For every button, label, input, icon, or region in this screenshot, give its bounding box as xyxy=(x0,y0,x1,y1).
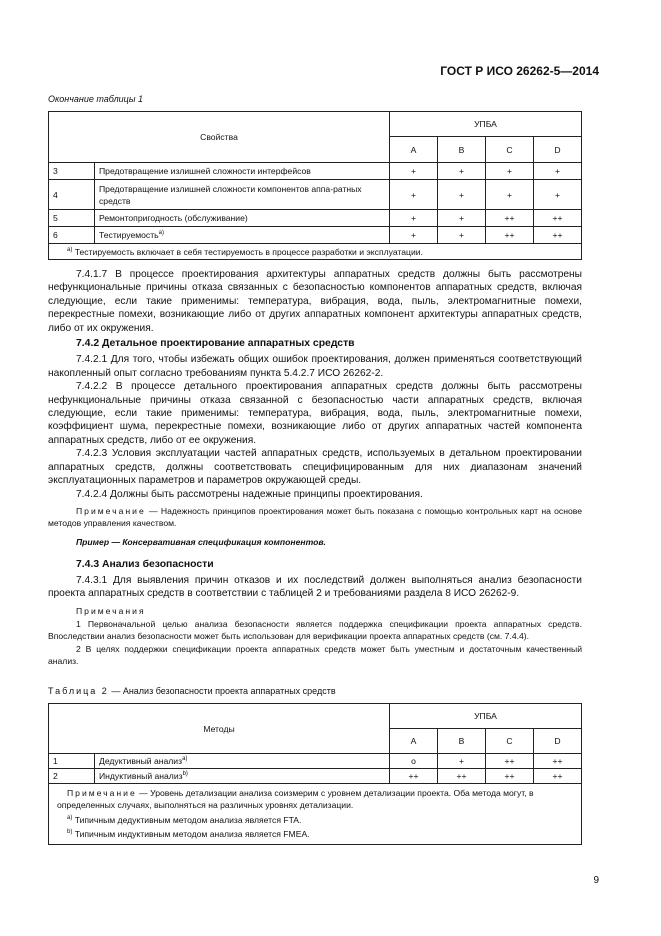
cell-value: + xyxy=(534,163,582,180)
para-7-4-2-2: 7.4.2.2 В процессе детального проектирования аппаратных средств должны быть рассмотрены нефункциональные причины отказа связанной с безопасностью части аппаратных средств, включая следующие, если такие применимы: температура, вибрация, вода, пыль, электромагнитные помехи, коэффициент шума, перекрестные помехи, возникающие либо от других аппаратных частей компонента аппаратных средств, либо от ее окружения. xyxy=(48,381,582,446)
cell-value: + xyxy=(390,210,438,227)
notes-label: Примечания xyxy=(76,606,146,617)
para-7-4-1-7: 7.4.1.7 В процессе проектирования архитектуры аппаратных средств должны быть рассмотрены нефункциональные причины отказа связанных с безопасностью компонентов аппаратных средств, включая следующие, если такие применимы: температура, вибрация, вода, пыль, электромагнитные помехи, перекрестные помехи, возникающие либо от других аппаратных компонент архитектуры аппаратных средств, либо от их окружения. xyxy=(48,269,582,334)
cell-value: ++ xyxy=(486,769,534,784)
table1-header-upba: УПБА xyxy=(390,112,582,137)
table2-caption: Таблица 2 — Анализ безопасности проекта аппаратных средств xyxy=(48,686,336,696)
row-number: 2 xyxy=(49,769,95,784)
cell-value: ++ xyxy=(534,227,582,244)
row-text: Индуктивный анализ$^{b)}$ xyxy=(95,769,390,784)
note-b: 2 В целях поддержки спецификации проекта аппаратных средств может быть уместным и достаточным качественный анализ. xyxy=(48,643,582,666)
heading-7-4-2: 7.4.2 Детальное проектирование аппаратных средств xyxy=(76,338,355,350)
cell-value: + xyxy=(438,227,486,244)
table1 xyxy=(48,111,582,260)
cell-value: + xyxy=(390,227,438,244)
note-1: Примечание — Надежность принципов проектирования может быть показана с помощью контрольных карт на основе методов управления качеством. xyxy=(48,505,582,529)
table1-caption: Окончание таблицы 1 xyxy=(48,94,143,104)
table1-level: D xyxy=(534,137,582,163)
cell-value: ++ xyxy=(438,769,486,784)
table2-notes: Примечание — Уровень детализации анализа соизмерим с уровнем детализации проекта. Оба метода могут, в определенных случаях, выполняться на различных уровнях детализации. $^{a)}$ Типичным дедуктивным методом анализа является FTA. $^{b)}$ Типичным индуктивным методом анализа является FMEA. xyxy=(49,784,582,845)
table1-header-properties: Свойства xyxy=(49,112,390,163)
cell-value: ++ xyxy=(486,210,534,227)
cell-value: + xyxy=(438,754,486,769)
row-text: Предотвращение излишней сложности интерфейсов xyxy=(95,163,390,180)
cell-value: ++ xyxy=(534,754,582,769)
cell-value: ++ xyxy=(486,227,534,244)
cell-value: ++ xyxy=(390,769,438,784)
example: Пример — Консервативная спецификация компонентов. xyxy=(76,536,326,547)
cell-value: + xyxy=(486,163,534,180)
page-number: 9 xyxy=(593,875,599,886)
main-text xyxy=(48,268,582,667)
cell-value: o xyxy=(390,754,438,769)
cell-value: ++ xyxy=(534,769,582,784)
table2-header-methods: Методы xyxy=(49,704,390,754)
table2-level: D xyxy=(534,729,582,754)
table2-level: C xyxy=(486,729,534,754)
row-number: 1 xyxy=(49,754,95,769)
cell-value: ++ xyxy=(486,754,534,769)
para-7-4-2-1: 7.4.2.1 Для того, чтобы избежать общих ошибок проектирования, должен применяться соответствующий накопленный опыт согласно требованиям пункта 5.4.2.7 ИСО 26262-2. xyxy=(48,354,582,379)
cell-value: ++ xyxy=(534,210,582,227)
table1-level: C xyxy=(486,137,534,163)
heading-7-4-3: 7.4.3 Анализ безопасности xyxy=(76,559,214,571)
table1-level: B xyxy=(438,137,486,163)
table2 xyxy=(48,703,582,845)
row-number: 6 xyxy=(49,227,95,244)
table-row xyxy=(49,180,582,210)
document-code: ГОСТ Р ИСО 26262-5—2014 xyxy=(440,64,599,78)
table2-level: A xyxy=(390,729,438,754)
table-row xyxy=(49,754,582,769)
row-text: Предотвращение излишней сложности компонентов аппа-ратных средств xyxy=(95,180,390,210)
row-text: Дедуктивный анализ$^{a)}$ xyxy=(95,754,390,769)
cell-value: + xyxy=(486,180,534,210)
table1-footnote: $^{a)}$ Тестируемость включает в себя тестируемость в процессе разработки и эксплуатации. xyxy=(49,244,582,260)
row-text: Тестируемость$^{a)}$ xyxy=(95,227,390,244)
note-a: 1 Первоначальной целью анализа безопасности является поддержка спецификации проекта аппаратных средств. Впоследствии анализ безопасности может быть использован для верификации проекта аппаратных средств (см. 7.4.4). xyxy=(48,618,582,642)
table-row xyxy=(49,210,582,227)
para-7-4-2-4: 7.4.2.4 Должны быть рассмотрены надежные принципы проектирования. xyxy=(76,488,423,500)
cell-value: + xyxy=(438,210,486,227)
cell-value: + xyxy=(534,180,582,210)
para-7-4-2-3: 7.4.2.3 Условия эксплуатации частей аппаратных средств, используемых в детальном проектировании аппаратных средств, должны соответствовать специфицированным для них диапазонам значений эксплуатационных параметров и параметров окружающей среды. xyxy=(48,448,582,487)
cell-value: + xyxy=(390,163,438,180)
table-row xyxy=(49,769,582,784)
table-row xyxy=(49,163,582,180)
row-number: 4 xyxy=(49,180,95,210)
row-text: Ремонтопригодность (обслуживание) xyxy=(95,210,390,227)
cell-value: + xyxy=(438,163,486,180)
table2-header-upba: УПБА xyxy=(390,704,582,729)
table-row xyxy=(49,227,582,244)
row-number: 3 xyxy=(49,163,95,180)
table2-level: B xyxy=(438,729,486,754)
cell-value: + xyxy=(438,180,486,210)
cell-value: + xyxy=(390,180,438,210)
row-number: 5 xyxy=(49,210,95,227)
table1-level: A xyxy=(390,137,438,163)
para-7-4-3-1: 7.4.3.1 Для выявления причин отказов и их последствий должен выполняться анализ безопасности проекта аппаратных средств в соответствии с таблицей 2 и требованиями раздела 8 ИСО 26262-9. xyxy=(48,574,582,599)
